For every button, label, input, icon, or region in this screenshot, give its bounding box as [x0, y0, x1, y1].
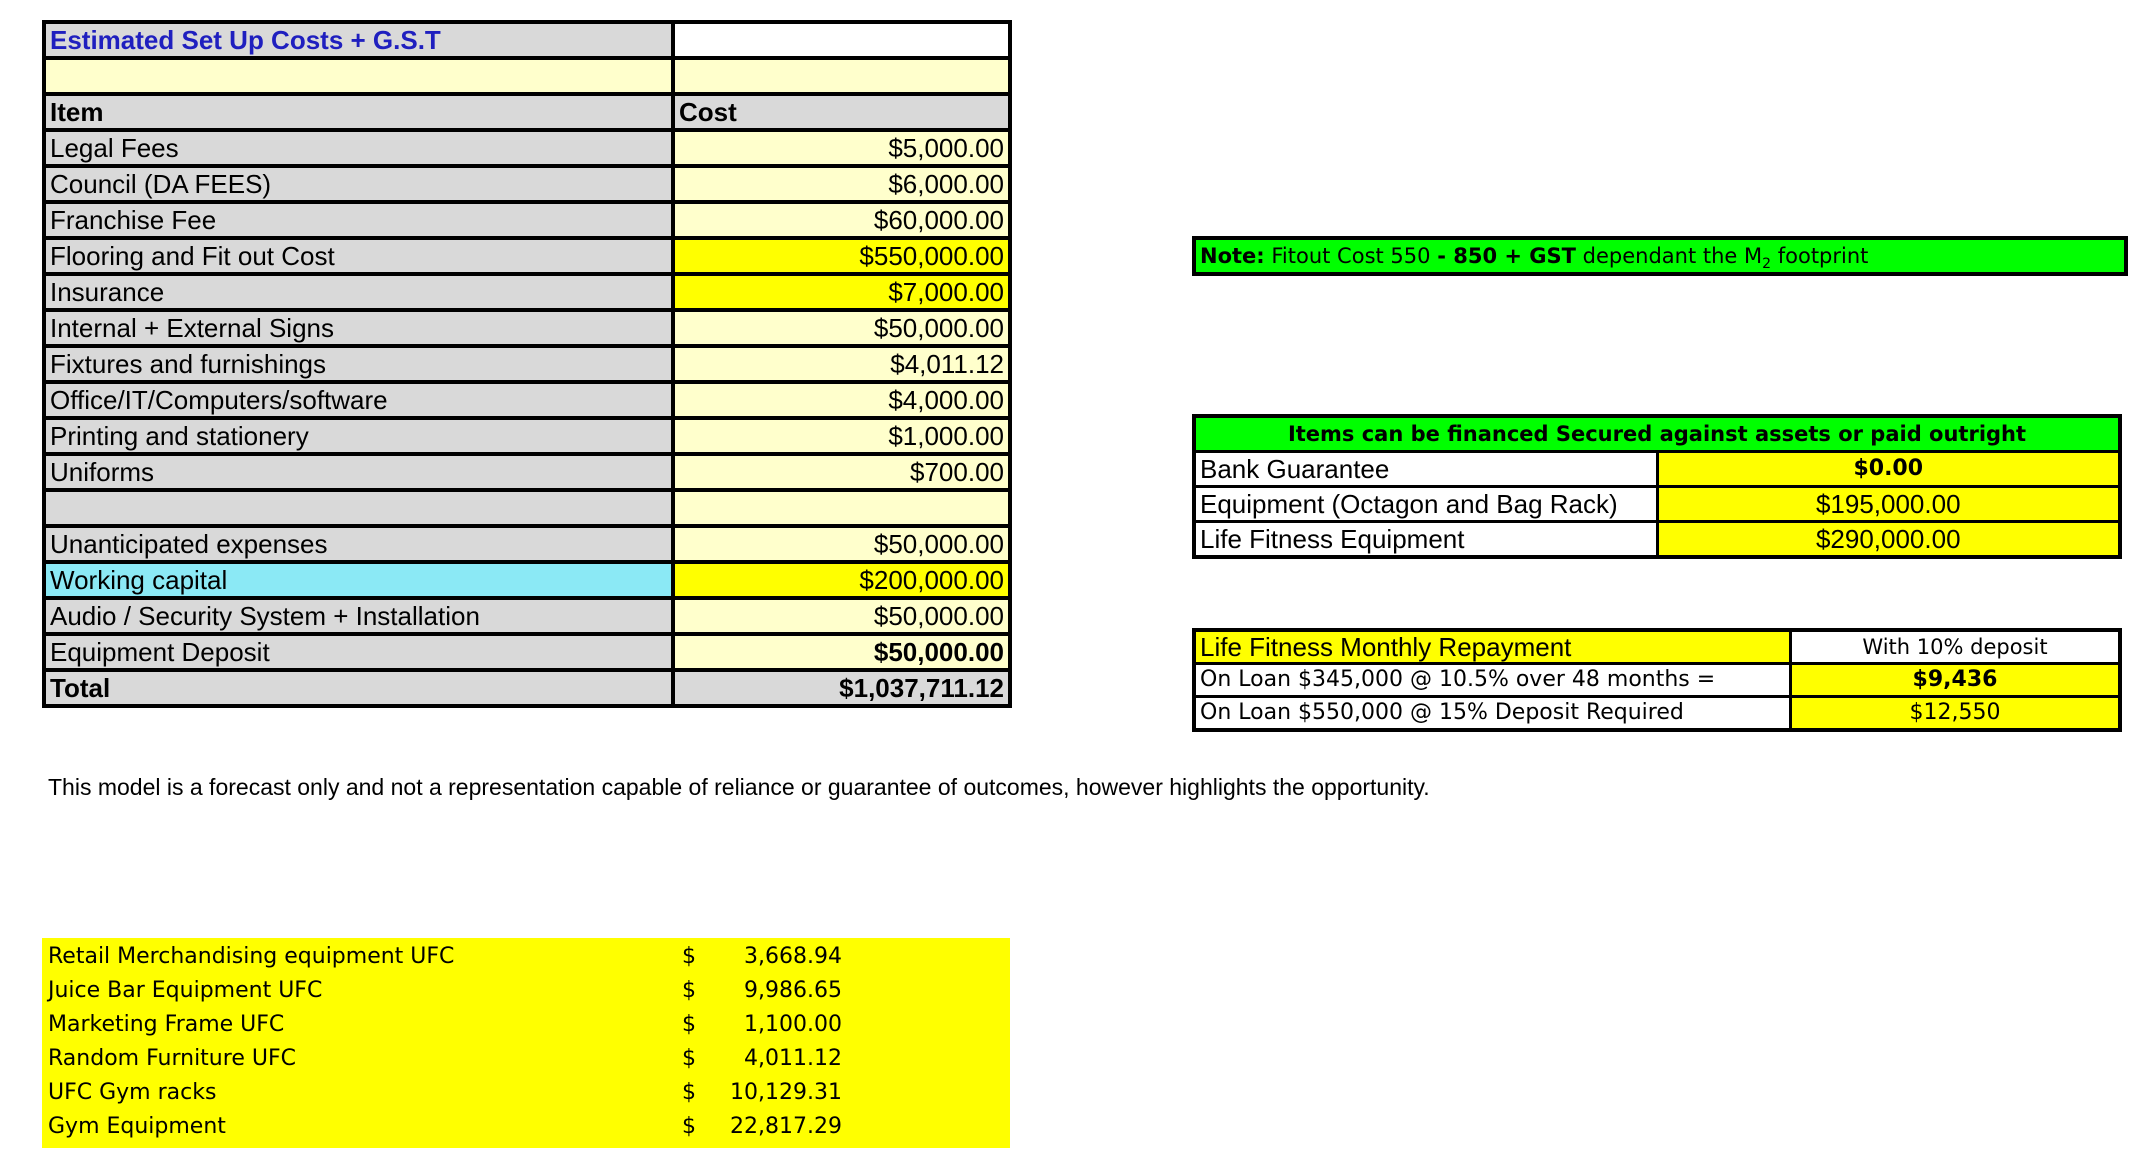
header-cost: Cost	[673, 94, 1010, 130]
table-row	[44, 166, 1010, 202]
disclaimer-text: This model is a forecast only and not a representation capable of reliance or guarantee of outcomes, however highlights the opportunity.	[48, 774, 1430, 800]
repayment-subtitle: With 10% deposit	[1791, 630, 2121, 664]
item-cell: Fixtures and furnishings	[44, 346, 673, 382]
repayment-title: Life Fitness Monthly Repayment	[1194, 630, 1791, 664]
ufc-label: Juice Bar Equipment UFC	[48, 978, 323, 1003]
ufc-amount: 9,986.65	[744, 978, 842, 1003]
empty-cell	[673, 22, 1010, 58]
cost-cell: $50,000.00	[673, 634, 1010, 670]
item-cell: Printing and stationery	[44, 418, 673, 454]
ufc-currency: $	[682, 1080, 696, 1105]
finance-label: Bank Guarantee	[1194, 452, 1657, 487]
ufc-amount: 1,100.00	[744, 1012, 842, 1037]
header-row	[44, 94, 1010, 130]
repayment-label: On Loan $345,000 @ 10.5% over 48 months =	[1194, 664, 1791, 697]
ufc-currency: $	[682, 944, 696, 969]
finance-label: Life Fitness Equipment	[1194, 522, 1657, 558]
header-item: Item	[44, 94, 673, 130]
item-cell: Audio / Security System + Installation	[44, 598, 673, 634]
list-item	[48, 1110, 1008, 1144]
note-text-b: - 850 + GST	[1437, 244, 1576, 268]
cost-cell: $50,000.00	[673, 526, 1010, 562]
finance-value: $0.00	[1657, 452, 2120, 487]
cost-cell: $4,011.12	[673, 346, 1010, 382]
table-row	[1194, 697, 2120, 731]
table-row	[44, 202, 1010, 238]
ufc-label: Marketing Frame UFC	[48, 1012, 285, 1037]
list-item	[48, 1042, 1008, 1076]
note-text-a: Fitout Cost 550	[1271, 244, 1438, 268]
cost-cell: $5,000.00	[673, 130, 1010, 166]
cost-cell: $4,000.00	[673, 382, 1010, 418]
finance-header: Items can be financed Secured against assets or paid outright	[1194, 416, 2120, 452]
table-row	[1194, 452, 2120, 487]
item-cell: Office/IT/Computers/software	[44, 382, 673, 418]
ufc-amount: 3,668.94	[744, 944, 842, 969]
table-row	[44, 310, 1010, 346]
item-cell: Council (DA FEES)	[44, 166, 673, 202]
table-title: Estimated Set Up Costs + G.S.T	[44, 22, 673, 58]
item-cell: Insurance	[44, 274, 673, 310]
total-row	[44, 670, 1010, 706]
cost-cell: $60,000.00	[673, 202, 1010, 238]
table-row	[1194, 664, 2120, 697]
table-row	[44, 526, 1010, 562]
ufc-currency: $	[682, 1012, 696, 1037]
cost-cell: $700.00	[673, 454, 1010, 490]
ufc-equipment-list	[42, 938, 1010, 1148]
repayment-table	[1192, 628, 2122, 732]
item-cell: Equipment Deposit	[44, 634, 673, 670]
spacer-row	[44, 58, 1010, 94]
list-item	[48, 940, 1008, 974]
note-text-c: dependant the M	[1575, 244, 1763, 268]
table-row	[44, 238, 1010, 274]
finance-table	[1192, 414, 2122, 559]
table-row	[44, 562, 1010, 598]
table-row	[44, 274, 1010, 310]
item-cell: Flooring and Fit out Cost	[44, 238, 673, 274]
table-row	[44, 634, 1010, 670]
ufc-label: Retail Merchandising equipment UFC	[48, 944, 455, 969]
ufc-label: Gym Equipment	[48, 1114, 226, 1139]
ufc-currency: $	[682, 1046, 696, 1071]
ufc-amount: 22,817.29	[730, 1114, 842, 1139]
repayment-value: $12,550	[1791, 697, 2121, 731]
cost-cell: $7,000.00	[673, 274, 1010, 310]
ufc-currency: $	[682, 978, 696, 1003]
table-row	[44, 454, 1010, 490]
cost-cell: $550,000.00	[673, 238, 1010, 274]
note-subscript: 2	[1762, 256, 1772, 273]
item-cell: Internal + External Signs	[44, 310, 673, 346]
table-title-row	[44, 22, 1010, 58]
ufc-amount: 4,011.12	[744, 1046, 842, 1071]
empty-cell	[44, 58, 673, 94]
empty-cell	[673, 58, 1010, 94]
table-row	[44, 346, 1010, 382]
list-item	[48, 1076, 1008, 1110]
fitout-note	[1192, 236, 2128, 276]
table-row	[44, 382, 1010, 418]
total-value: $1,037,711.12	[673, 670, 1010, 706]
note-text-d: footprint	[1771, 244, 1869, 268]
finance-value: $290,000.00	[1657, 522, 2120, 558]
ufc-label: UFC Gym racks	[48, 1080, 217, 1105]
cost-cell: $1,000.00	[673, 418, 1010, 454]
item-cell: Franchise Fee	[44, 202, 673, 238]
item-cell: Uniforms	[44, 454, 673, 490]
note-prefix: Note:	[1200, 244, 1265, 268]
item-cell: Working capital	[44, 562, 673, 598]
table-row	[44, 418, 1010, 454]
finance-label: Equipment (Octagon and Bag Rack)	[1194, 487, 1657, 522]
cost-cell	[673, 490, 1010, 526]
table-row	[44, 598, 1010, 634]
table-row	[44, 130, 1010, 166]
table-row	[1194, 522, 2120, 558]
total-label: Total	[44, 670, 673, 706]
cost-cell: $6,000.00	[673, 166, 1010, 202]
item-cell: Legal Fees	[44, 130, 673, 166]
item-cell	[44, 490, 673, 526]
repayment-value: $9,436	[1791, 664, 2121, 697]
setup-costs-table	[42, 20, 1012, 708]
repayment-label: On Loan $550,000 @ 15% Deposit Required	[1194, 697, 1791, 731]
ufc-amount: 10,129.31	[730, 1080, 842, 1105]
ufc-label: Random Furniture UFC	[48, 1046, 296, 1071]
ufc-currency: $	[682, 1114, 696, 1139]
table-row	[1194, 487, 2120, 522]
finance-value: $195,000.00	[1657, 487, 2120, 522]
list-item	[48, 974, 1008, 1008]
table-row	[44, 490, 1010, 526]
finance-header-row	[1194, 416, 2120, 452]
repayment-header-row	[1194, 630, 2120, 664]
item-cell: Unanticipated expenses	[44, 526, 673, 562]
list-item	[48, 1008, 1008, 1042]
cost-cell: $50,000.00	[673, 310, 1010, 346]
cost-cell: $50,000.00	[673, 598, 1010, 634]
cost-cell: $200,000.00	[673, 562, 1010, 598]
